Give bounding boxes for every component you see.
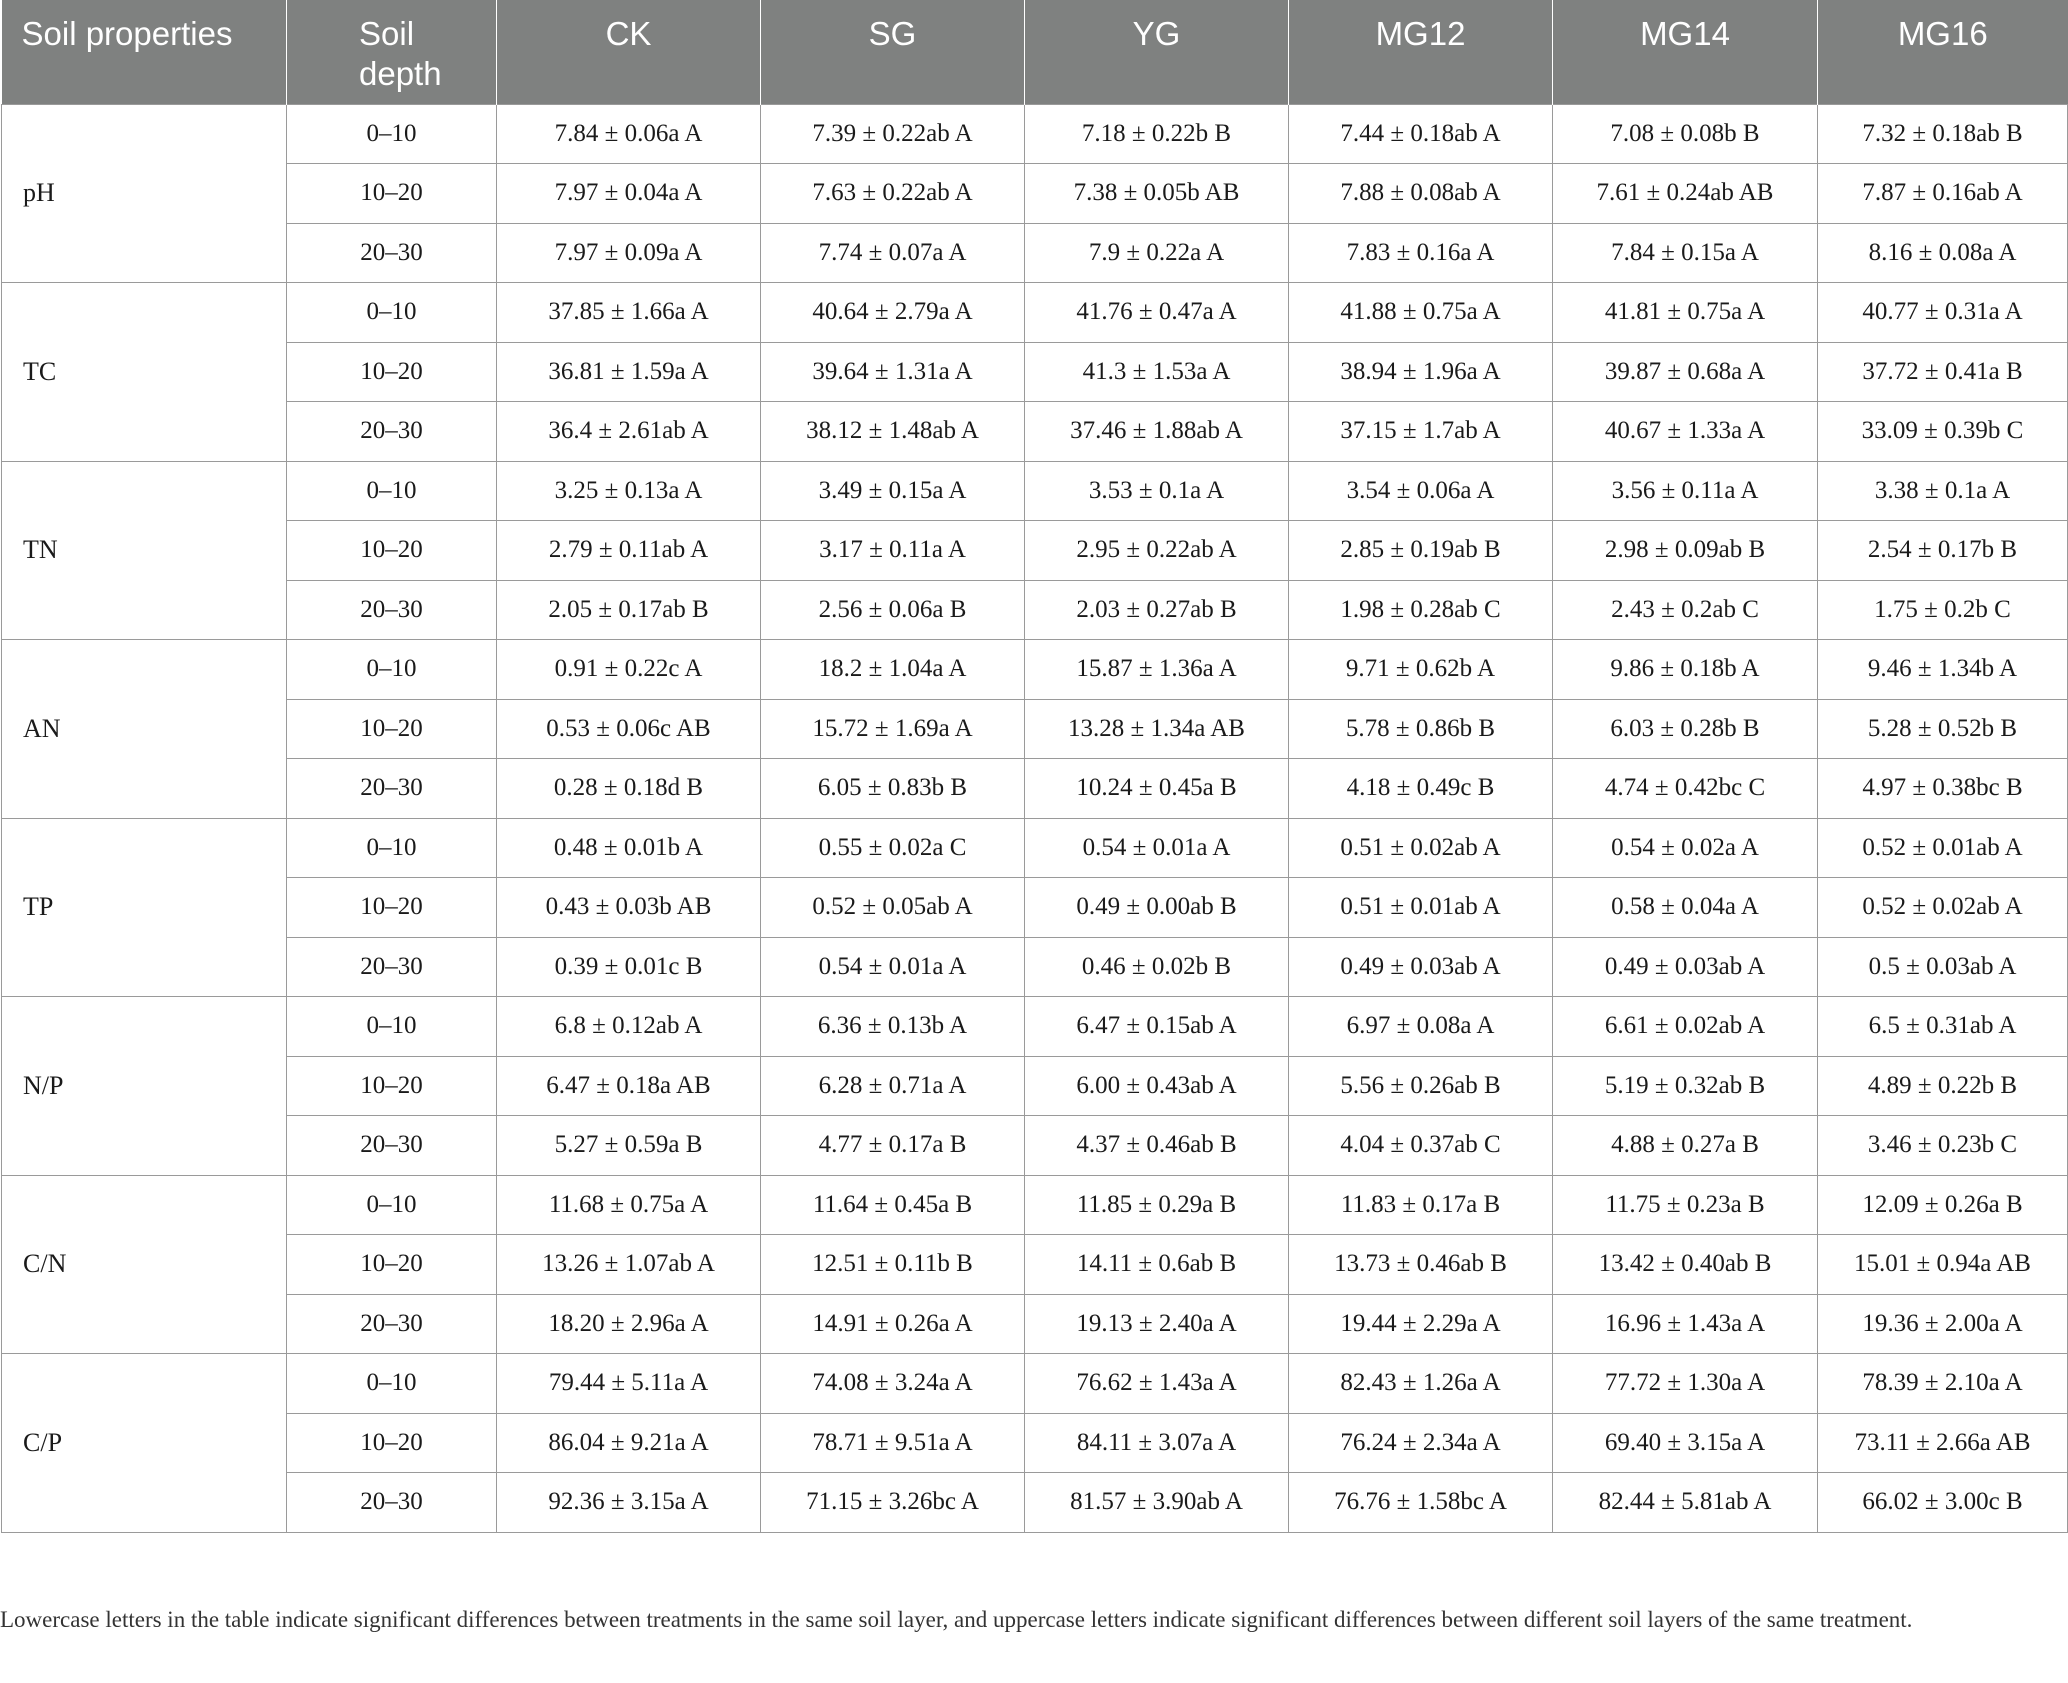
table-row xyxy=(2,1235,2068,1295)
value-cell: 0.91 ± 0.22c A xyxy=(497,640,761,700)
header-cell: SG xyxy=(761,0,1025,104)
value-cell: 7.74 ± 0.07a A xyxy=(761,223,1025,283)
depth-cell: 20–30 xyxy=(287,402,497,462)
property-label: TN xyxy=(2,461,287,640)
value-cell: 77.72 ± 1.30a A xyxy=(1553,1354,1818,1414)
value-cell: 76.24 ± 2.34a A xyxy=(1289,1413,1553,1473)
value-cell: 18.20 ± 2.96a A xyxy=(497,1294,761,1354)
value-cell: 19.36 ± 2.00a A xyxy=(1818,1294,2068,1354)
value-cell: 7.87 ± 0.16ab A xyxy=(1818,164,2068,224)
table-row xyxy=(2,461,2068,521)
value-cell: 2.03 ± 0.27ab B xyxy=(1025,580,1289,640)
value-cell: 5.56 ± 0.26ab B xyxy=(1289,1056,1553,1116)
value-cell: 37.85 ± 1.66a A xyxy=(497,283,761,343)
table-header-row xyxy=(2,0,2068,104)
value-cell: 79.44 ± 5.11a A xyxy=(497,1354,761,1414)
value-cell: 11.75 ± 0.23a B xyxy=(1553,1175,1818,1235)
value-cell: 0.49 ± 0.00ab B xyxy=(1025,878,1289,938)
depth-cell: 0–10 xyxy=(287,818,497,878)
value-cell: 9.46 ± 1.34b A xyxy=(1818,640,2068,700)
value-cell: 0.52 ± 0.01ab A xyxy=(1818,818,2068,878)
depth-cell: 0–10 xyxy=(287,283,497,343)
value-cell: 3.25 ± 0.13a A xyxy=(497,461,761,521)
value-cell: 0.28 ± 0.18d B xyxy=(497,759,761,819)
value-cell: 5.78 ± 0.86b B xyxy=(1289,699,1553,759)
table-row xyxy=(2,640,2068,700)
value-cell: 0.46 ± 0.02b B xyxy=(1025,937,1289,997)
value-cell: 7.84 ± 0.15a A xyxy=(1553,223,1818,283)
value-cell: 37.72 ± 0.41a B xyxy=(1818,342,2068,402)
value-cell: 0.49 ± 0.03ab A xyxy=(1289,937,1553,997)
value-cell: 0.39 ± 0.01c B xyxy=(497,937,761,997)
value-cell: 4.89 ± 0.22b B xyxy=(1818,1056,2068,1116)
value-cell: 16.96 ± 1.43a A xyxy=(1553,1294,1818,1354)
value-cell: 66.02 ± 3.00c B xyxy=(1818,1473,2068,1533)
property-label: AN xyxy=(2,640,287,819)
table-row xyxy=(2,1116,2068,1176)
value-cell: 4.74 ± 0.42bc C xyxy=(1553,759,1818,819)
value-cell: 11.68 ± 0.75a A xyxy=(497,1175,761,1235)
table-row xyxy=(2,937,2068,997)
value-cell: 7.97 ± 0.09a A xyxy=(497,223,761,283)
table-row xyxy=(2,223,2068,283)
value-cell: 0.49 ± 0.03ab A xyxy=(1553,937,1818,997)
depth-cell: 10–20 xyxy=(287,699,497,759)
value-cell: 2.98 ± 0.09ab B xyxy=(1553,521,1818,581)
value-cell: 7.63 ± 0.22ab A xyxy=(761,164,1025,224)
value-cell: 0.54 ± 0.01a A xyxy=(761,937,1025,997)
table-row xyxy=(2,580,2068,640)
table-row xyxy=(2,818,2068,878)
value-cell: 6.28 ± 0.71a A xyxy=(761,1056,1025,1116)
table-row xyxy=(2,521,2068,581)
value-cell: 76.76 ± 1.58bc A xyxy=(1289,1473,1553,1533)
depth-cell: 20–30 xyxy=(287,1294,497,1354)
value-cell: 6.5 ± 0.31ab A xyxy=(1818,997,2068,1057)
value-cell: 7.83 ± 0.16a A xyxy=(1289,223,1553,283)
value-cell: 82.43 ± 1.26a A xyxy=(1289,1354,1553,1414)
value-cell: 71.15 ± 3.26bc A xyxy=(761,1473,1025,1533)
table-row xyxy=(2,1473,2068,1533)
value-cell: 7.18 ± 0.22b B xyxy=(1025,104,1289,164)
header-cell: YG xyxy=(1025,0,1289,104)
header-cell: CK xyxy=(497,0,761,104)
value-cell: 11.64 ± 0.45a B xyxy=(761,1175,1025,1235)
value-cell: 6.97 ± 0.08a A xyxy=(1289,997,1553,1057)
value-cell: 7.61 ± 0.24ab AB xyxy=(1553,164,1818,224)
value-cell: 78.71 ± 9.51a A xyxy=(761,1413,1025,1473)
value-cell: 8.16 ± 0.08a A xyxy=(1818,223,2068,283)
property-label: TP xyxy=(2,818,287,997)
value-cell: 6.03 ± 0.28b B xyxy=(1553,699,1818,759)
depth-cell: 0–10 xyxy=(287,997,497,1057)
value-cell: 4.77 ± 0.17a B xyxy=(761,1116,1025,1176)
value-cell: 15.87 ± 1.36a A xyxy=(1025,640,1289,700)
depth-cell: 10–20 xyxy=(287,1056,497,1116)
table-row xyxy=(2,342,2068,402)
value-cell: 14.11 ± 0.6ab B xyxy=(1025,1235,1289,1295)
soil-properties-table xyxy=(1,0,2068,1533)
value-cell: 4.88 ± 0.27a B xyxy=(1553,1116,1818,1176)
value-cell: 13.28 ± 1.34a AB xyxy=(1025,699,1289,759)
value-cell: 40.64 ± 2.79a A xyxy=(761,283,1025,343)
value-cell: 0.58 ± 0.04a A xyxy=(1553,878,1818,938)
value-cell: 13.42 ± 0.40ab B xyxy=(1553,1235,1818,1295)
depth-cell: 10–20 xyxy=(287,1235,497,1295)
depth-cell: 0–10 xyxy=(287,640,497,700)
value-cell: 18.2 ± 1.04a A xyxy=(761,640,1025,700)
value-cell: 2.54 ± 0.17b B xyxy=(1818,521,2068,581)
value-cell: 39.87 ± 0.68a A xyxy=(1553,342,1818,402)
value-cell: 0.54 ± 0.01a A xyxy=(1025,818,1289,878)
table-row xyxy=(2,997,2068,1057)
value-cell: 7.84 ± 0.06a A xyxy=(497,104,761,164)
table-row xyxy=(2,1294,2068,1354)
value-cell: 12.51 ± 0.11b B xyxy=(761,1235,1025,1295)
property-label: C/N xyxy=(2,1175,287,1354)
depth-cell: 10–20 xyxy=(287,878,497,938)
value-cell: 3.53 ± 0.1a A xyxy=(1025,461,1289,521)
value-cell: 0.54 ± 0.02a A xyxy=(1553,818,1818,878)
value-cell: 2.43 ± 0.2ab C xyxy=(1553,580,1818,640)
property-label: TC xyxy=(2,283,287,462)
value-cell: 76.62 ± 1.43a A xyxy=(1025,1354,1289,1414)
value-cell: 38.94 ± 1.96a A xyxy=(1289,342,1553,402)
table-row xyxy=(2,1413,2068,1473)
value-cell: 40.77 ± 0.31a A xyxy=(1818,283,2068,343)
value-cell: 74.08 ± 3.24a A xyxy=(761,1354,1025,1414)
value-cell: 39.64 ± 1.31a A xyxy=(761,342,1025,402)
value-cell: 13.26 ± 1.07ab A xyxy=(497,1235,761,1295)
value-cell: 4.18 ± 0.49c B xyxy=(1289,759,1553,819)
value-cell: 6.36 ± 0.13b A xyxy=(761,997,1025,1057)
value-cell: 3.49 ± 0.15a A xyxy=(761,461,1025,521)
value-cell: 0.52 ± 0.02ab A xyxy=(1818,878,2068,938)
value-cell: 92.36 ± 3.15a A xyxy=(497,1473,761,1533)
value-cell: 5.19 ± 0.32ab B xyxy=(1553,1056,1818,1116)
value-cell: 3.46 ± 0.23b C xyxy=(1818,1116,2068,1176)
value-cell: 7.38 ± 0.05b AB xyxy=(1025,164,1289,224)
header-cell: Soil properties xyxy=(2,0,287,104)
value-cell: 84.11 ± 3.07a A xyxy=(1025,1413,1289,1473)
property-label: pH xyxy=(2,104,287,283)
value-cell: 4.37 ± 0.46ab B xyxy=(1025,1116,1289,1176)
header-cell: MG16 xyxy=(1818,0,2068,104)
value-cell: 37.15 ± 1.7ab A xyxy=(1289,402,1553,462)
value-cell: 10.24 ± 0.45a B xyxy=(1025,759,1289,819)
depth-cell: 20–30 xyxy=(287,580,497,640)
value-cell: 3.54 ± 0.06a A xyxy=(1289,461,1553,521)
value-cell: 6.47 ± 0.18a AB xyxy=(497,1056,761,1116)
value-cell: 11.83 ± 0.17a B xyxy=(1289,1175,1553,1235)
value-cell: 6.8 ± 0.12ab A xyxy=(497,997,761,1057)
value-cell: 0.51 ± 0.01ab A xyxy=(1289,878,1553,938)
value-cell: 15.01 ± 0.94a AB xyxy=(1818,1235,2068,1295)
value-cell: 13.73 ± 0.46ab B xyxy=(1289,1235,1553,1295)
value-cell: 7.39 ± 0.22ab A xyxy=(761,104,1025,164)
value-cell: 41.76 ± 0.47a A xyxy=(1025,283,1289,343)
value-cell: 7.9 ± 0.22a A xyxy=(1025,223,1289,283)
value-cell: 78.39 ± 2.10a A xyxy=(1818,1354,2068,1414)
value-cell: 33.09 ± 0.39b C xyxy=(1818,402,2068,462)
value-cell: 12.09 ± 0.26a B xyxy=(1818,1175,2068,1235)
value-cell: 5.27 ± 0.59a B xyxy=(497,1116,761,1176)
table-row xyxy=(2,402,2068,462)
value-cell: 7.08 ± 0.08b B xyxy=(1553,104,1818,164)
header-cell: MG12 xyxy=(1289,0,1553,104)
value-cell: 2.85 ± 0.19ab B xyxy=(1289,521,1553,581)
value-cell: 86.04 ± 9.21a A xyxy=(497,1413,761,1473)
value-cell: 0.51 ± 0.02ab A xyxy=(1289,818,1553,878)
depth-cell: 20–30 xyxy=(287,223,497,283)
value-cell: 81.57 ± 3.90ab A xyxy=(1025,1473,1289,1533)
value-cell: 7.97 ± 0.04a A xyxy=(497,164,761,224)
table-row xyxy=(2,699,2068,759)
value-cell: 3.38 ± 0.1a A xyxy=(1818,461,2068,521)
value-cell: 36.81 ± 1.59a A xyxy=(497,342,761,402)
depth-cell: 0–10 xyxy=(287,104,497,164)
value-cell: 2.05 ± 0.17ab B xyxy=(497,580,761,640)
value-cell: 41.88 ± 0.75a A xyxy=(1289,283,1553,343)
depth-cell: 20–30 xyxy=(287,759,497,819)
depth-cell: 0–10 xyxy=(287,1354,497,1414)
table-row xyxy=(2,104,2068,164)
value-cell: 6.61 ± 0.02ab A xyxy=(1553,997,1818,1057)
table-row xyxy=(2,1056,2068,1116)
value-cell: 4.04 ± 0.37ab C xyxy=(1289,1116,1553,1176)
depth-cell: 10–20 xyxy=(287,342,497,402)
value-cell: 1.75 ± 0.2b C xyxy=(1818,580,2068,640)
header-cell: Soil depth xyxy=(287,0,497,104)
table-row xyxy=(2,164,2068,224)
table-row xyxy=(2,1354,2068,1414)
value-cell: 3.17 ± 0.11a A xyxy=(761,521,1025,581)
value-cell: 4.97 ± 0.38bc B xyxy=(1818,759,2068,819)
value-cell: 15.72 ± 1.69a A xyxy=(761,699,1025,759)
value-cell: 11.85 ± 0.29a B xyxy=(1025,1175,1289,1235)
value-cell: 1.98 ± 0.28ab C xyxy=(1289,580,1553,640)
depth-cell: 20–30 xyxy=(287,1473,497,1533)
value-cell: 0.48 ± 0.01b A xyxy=(497,818,761,878)
value-cell: 37.46 ± 1.88ab A xyxy=(1025,402,1289,462)
value-cell: 6.00 ± 0.43ab A xyxy=(1025,1056,1289,1116)
table-row xyxy=(2,878,2068,938)
value-cell: 41.81 ± 0.75a A xyxy=(1553,283,1818,343)
depth-cell: 0–10 xyxy=(287,1175,497,1235)
depth-cell: 10–20 xyxy=(287,1413,497,1473)
table-row xyxy=(2,1175,2068,1235)
table-row xyxy=(2,759,2068,819)
depth-cell: 10–20 xyxy=(287,521,497,581)
value-cell: 0.5 ± 0.03ab A xyxy=(1818,937,2068,997)
value-cell: 5.28 ± 0.52b B xyxy=(1818,699,2068,759)
property-label: C/P xyxy=(2,1354,287,1533)
header-cell: MG14 xyxy=(1553,0,1818,104)
value-cell: 2.79 ± 0.11ab A xyxy=(497,521,761,581)
value-cell: 14.91 ± 0.26a A xyxy=(761,1294,1025,1354)
value-cell: 73.11 ± 2.66a AB xyxy=(1818,1413,2068,1473)
value-cell: 40.67 ± 1.33a A xyxy=(1553,402,1818,462)
value-cell: 69.40 ± 3.15a A xyxy=(1553,1413,1818,1473)
value-cell: 7.88 ± 0.08ab A xyxy=(1289,164,1553,224)
depth-cell: 10–20 xyxy=(287,164,497,224)
value-cell: 9.71 ± 0.62b A xyxy=(1289,640,1553,700)
value-cell: 6.47 ± 0.15ab A xyxy=(1025,997,1289,1057)
value-cell: 0.52 ± 0.05ab A xyxy=(761,878,1025,938)
value-cell: 38.12 ± 1.48ab A xyxy=(761,402,1025,462)
value-cell: 36.4 ± 2.61ab A xyxy=(497,402,761,462)
value-cell: 19.13 ± 2.40a A xyxy=(1025,1294,1289,1354)
depth-cell: 0–10 xyxy=(287,461,497,521)
value-cell: 0.55 ± 0.02a C xyxy=(761,818,1025,878)
value-cell: 2.56 ± 0.06a B xyxy=(761,580,1025,640)
property-label: N/P xyxy=(2,997,287,1176)
value-cell: 3.56 ± 0.11a A xyxy=(1553,461,1818,521)
value-cell: 2.95 ± 0.22ab A xyxy=(1025,521,1289,581)
value-cell: 41.3 ± 1.53a A xyxy=(1025,342,1289,402)
value-cell: 0.53 ± 0.06c AB xyxy=(497,699,761,759)
table-row xyxy=(2,283,2068,343)
table-body xyxy=(2,104,2068,1532)
value-cell: 82.44 ± 5.81ab A xyxy=(1553,1473,1818,1533)
depth-cell: 20–30 xyxy=(287,1116,497,1176)
value-cell: 7.32 ± 0.18ab B xyxy=(1818,104,2068,164)
table-footnote: Lowercase letters in the table indicate significant differences between treatments in the same soil layer, and uppercase letters indicate significant differences between different soil layers of the same treatment. xyxy=(0,1607,1913,1632)
value-cell: 6.05 ± 0.83b B xyxy=(761,759,1025,819)
value-cell: 0.43 ± 0.03b AB xyxy=(497,878,761,938)
depth-cell: 20–30 xyxy=(287,937,497,997)
value-cell: 7.44 ± 0.18ab A xyxy=(1289,104,1553,164)
value-cell: 19.44 ± 2.29a A xyxy=(1289,1294,1553,1354)
value-cell: 9.86 ± 0.18b A xyxy=(1553,640,1818,700)
